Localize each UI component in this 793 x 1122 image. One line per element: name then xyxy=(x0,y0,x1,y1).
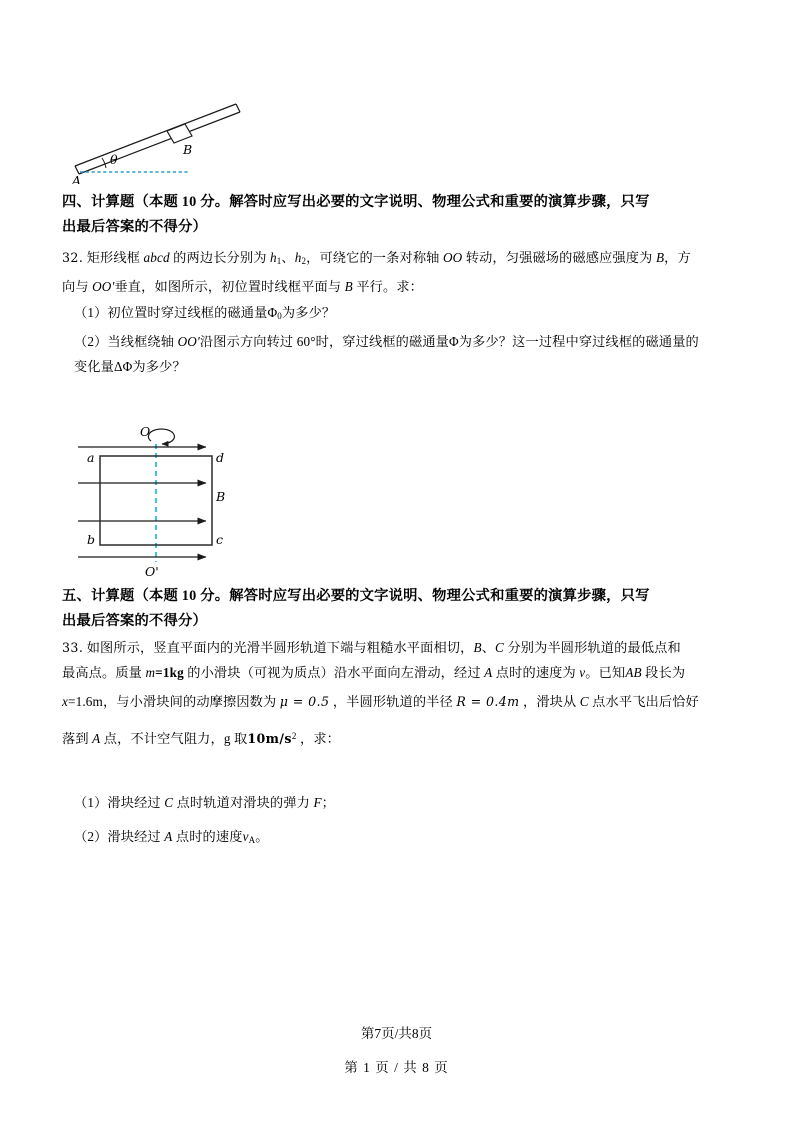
q33-point-A-2: A xyxy=(92,731,101,747)
question-33 xyxy=(62,635,734,756)
label-d: d xyxy=(216,450,225,465)
q33-segment-AB: AB xyxy=(625,665,642,680)
q33-l3-b: ，半圆形轨道的半径 xyxy=(329,694,457,709)
q32-l1-e: ，方 xyxy=(664,250,691,265)
q33-sub2-a: （2）滑块经过 xyxy=(74,829,165,844)
block-on-incline xyxy=(167,124,192,143)
question-33-line2 xyxy=(62,660,734,685)
angle-arc xyxy=(102,158,106,168)
q32-l1-a: 矩形线框 xyxy=(86,250,144,265)
q33-l3-d: 点水平飞出后恰好 xyxy=(588,694,699,709)
q32-sub1-a: （1）初位置时穿过线框的磁通量Φ xyxy=(74,305,278,320)
section-five-heading-line2: 出最后答案的不得分） xyxy=(62,613,207,629)
label-O-prime: O' xyxy=(145,564,159,579)
q32-h1-sub: 1 xyxy=(276,256,282,267)
question-33-sub1 xyxy=(74,786,734,820)
q33-l2-a: 最高点。质量 xyxy=(62,665,146,680)
q33-point-C-2: C xyxy=(579,694,589,709)
section-four-heading-line2: 出最后答案的不得分） xyxy=(62,219,207,235)
q32-l2-b: 垂直，如图所示，初位置时线框平面与 xyxy=(114,279,345,295)
q32-axis-prime: ' xyxy=(111,279,115,295)
q32-l1-b: 的两边长分别为 xyxy=(169,250,270,265)
q33-l1-a: 如图所示，竖直平面内的光滑半圆形轨道下端与粗糙水平面相切， xyxy=(86,640,474,655)
q33-sub1-a: （1）滑块经过 xyxy=(74,795,165,810)
question-33-sub2 xyxy=(74,820,734,857)
question-32-sub1 xyxy=(74,300,734,329)
q33-l1-b: 分别为半圆形轨道的最低点和 xyxy=(504,640,681,655)
q32-field-B-2: B xyxy=(344,279,353,295)
q32-sep: 、 xyxy=(281,250,295,265)
q33-point-C: C xyxy=(495,640,504,655)
q33-l4-b: 点，不计空气阻力，g 取 xyxy=(100,731,248,747)
question-32-number: 32. xyxy=(62,250,84,265)
question-32-subquestions xyxy=(74,300,734,379)
section-four-heading xyxy=(62,190,734,240)
q33-point-B: B xyxy=(473,640,482,655)
q32-sub2-prime: ' xyxy=(196,334,200,350)
q33-l4-c: ，求： xyxy=(296,731,341,747)
q33-l2-e: 段长为 xyxy=(641,665,686,680)
label-B: B xyxy=(183,142,193,157)
q33-gravity-value: 10m/s xyxy=(247,731,292,747)
rotation-arrow-icon xyxy=(148,429,174,444)
q32-h2: h xyxy=(294,250,302,265)
q33-mass-value: =1kg xyxy=(155,665,184,680)
q33-x-symbol: x xyxy=(62,694,69,709)
q33-velocity-v: v xyxy=(579,665,586,680)
q33-l2-b: 的小滑块（可视为质点）沿水平面向左滑动，经过 xyxy=(183,665,485,680)
section-five-heading-line1: 五、计算题（本题 10 分。解答时应写出必要的文字说明、物理公式和重要的演算步骤，只写 xyxy=(62,588,650,604)
label-b: b xyxy=(87,532,96,547)
label-theta: θ xyxy=(110,152,118,167)
q32-l1-d: 转动，匀强磁场的磁感应强度为 xyxy=(462,250,656,265)
q32-axis-OO-2: OO xyxy=(92,279,112,295)
label-field-B: B xyxy=(216,489,226,504)
q32-l2-a: 向与 xyxy=(62,279,93,295)
q32-sub1-subscript: 0 xyxy=(277,311,282,322)
q32-h2-sub: 2 xyxy=(301,256,307,267)
q33-sub2-c: 。 xyxy=(255,829,269,844)
q32-sub2-OO: OO xyxy=(177,334,197,350)
q33-sub1-c: ； xyxy=(321,795,336,810)
q33-x-value: =1.6m xyxy=(68,694,103,709)
q33-sub1-b: 点时轨道对滑块的弹力 xyxy=(173,795,314,810)
q33-sub2-velocity-subscript: A xyxy=(248,835,256,846)
question-33-line4 xyxy=(62,719,734,756)
q33-mu-value: μ = 0.5 xyxy=(279,694,330,709)
label-A: A xyxy=(72,173,82,184)
q32-sub2-b: 沿图示方向转过 60°时，穿过线框的磁通量Φ为多少？这一过程中穿过线框的磁通量的 xyxy=(199,334,699,350)
question-33-subquestions xyxy=(74,786,734,857)
question-32-line1 xyxy=(62,245,734,274)
magnetic-field-lines xyxy=(78,447,206,557)
q32-h1: h xyxy=(270,250,277,265)
q32-label-abcd: abcd xyxy=(143,250,170,265)
q33-l3-a: ，与小滑块间的动摩擦因数为 xyxy=(102,694,280,709)
q33-sub1-point-C: C xyxy=(164,795,174,810)
footer-page-indicator-secondary: 第 1 页 / 共 8 页 xyxy=(344,1060,449,1075)
label-c: c xyxy=(216,532,224,547)
q33-gravity-exponent: 2 xyxy=(291,731,297,741)
q33-l1-sep: 、 xyxy=(481,640,496,655)
q33-l3-c: ，滑块从 xyxy=(519,694,580,709)
question-33-number: 33. xyxy=(62,640,84,655)
question-33-line3 xyxy=(62,685,734,719)
question-32 xyxy=(62,245,734,299)
q33-sub2-b: 点时的速度 xyxy=(172,829,243,844)
q33-radius-value: R = 0.4m xyxy=(456,694,520,709)
q32-l1-c: ，可绕它的一条对称轴 xyxy=(306,250,443,265)
section-four-heading-line1: 四、计算题（本题 10 分。解答时应写出必要的文字说明、物理公式和重要的演算步骤，只写 xyxy=(62,194,650,210)
q33-mass-symbol: m xyxy=(145,665,156,680)
question-32-sub2-line1 xyxy=(74,329,734,354)
question-32-sub2-line2: 变化量ΔΦ为多少？ xyxy=(74,359,186,375)
section-five-heading xyxy=(62,584,734,634)
q32-field-B: B xyxy=(655,250,665,265)
footer-page-indicator-primary: 第7页/共8页 xyxy=(360,1026,433,1041)
q33-l2-c: 点时的速度为 xyxy=(492,665,580,680)
figure-coil-in-magnetic-field xyxy=(70,404,320,582)
q32-sub1-tail: 为多少？ xyxy=(281,305,336,320)
q32-l2-c: 平行。求： xyxy=(352,279,424,295)
label-O: O xyxy=(140,424,151,439)
question-32-line2 xyxy=(62,274,734,299)
figure-inclined-plane xyxy=(62,84,292,184)
q33-sub1-force-F: F xyxy=(313,795,322,810)
q33-sub2-point-A: A xyxy=(164,829,173,844)
q33-l4-a: 落到 xyxy=(62,731,93,747)
q32-sub2-a: （2）当线框绕轴 xyxy=(74,334,178,350)
label-a: a xyxy=(87,450,95,465)
q32-axis-OO: OO xyxy=(442,250,463,265)
q33-point-A: A xyxy=(484,665,493,680)
question-33-line1 xyxy=(62,635,734,660)
incline-slab xyxy=(75,104,240,174)
q33-sub2-velocity: v xyxy=(242,829,249,844)
q33-l2-d: 。已知 xyxy=(585,665,626,680)
